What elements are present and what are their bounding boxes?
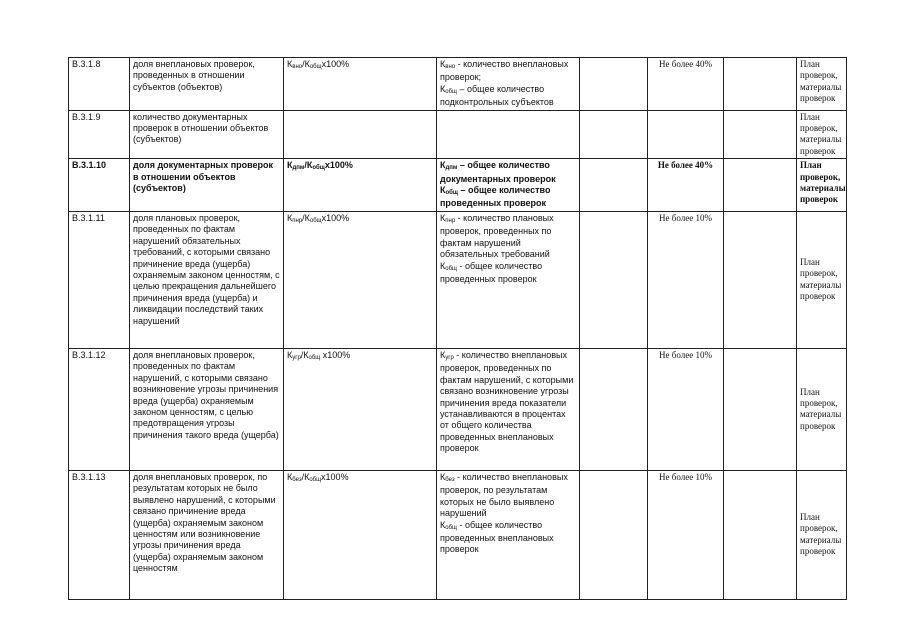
indicator-source: План проверок, материалы проверок [797, 211, 847, 348]
indicator-formula: Кдпм/Кобщх100% [284, 159, 437, 212]
empty-cell [724, 348, 797, 470]
indicator-definition: Кугр - количество внеплановых проверок, проведенных по фактам нарушений, с которыми связано возникновение угрозы причинения вреда показатели устанавливаются в процентах от общего количества проведенных внеплановых проверок [437, 348, 580, 470]
indicator-code: В.3.1.8 [69, 58, 130, 111]
indicator-source: План проверок, материалы проверок [797, 348, 847, 470]
indicator-code: В.3.1.9 [69, 110, 130, 159]
empty-cell [724, 110, 797, 159]
table-row [69, 211, 847, 348]
indicator-source: План проверок, материалы проверок [797, 110, 847, 159]
indicator-name: доля внеплановых проверок, проведенных по фактам нарушений, с которыми связано возникновение угрозы причинения вреда (ущерба) охраняемым законом ценностям, с целью предотвращения угрозы причинения такого вреда (ущерба) [130, 348, 284, 470]
indicator-code: В.3.1.12 [69, 348, 130, 470]
indicator-target [648, 110, 724, 159]
indicator-code: В.3.1.10 [69, 159, 130, 212]
indicator-formula: Кугр/Кобщ х100% [284, 348, 437, 470]
indicator-target: Не более 10% [648, 211, 724, 348]
empty-cell [580, 58, 648, 111]
indicator-name: доля внеплановых проверок, по результатам которых не было выявлено нарушений, с которыми связано причинение вреда (ущерба) охраняемым законом ценностям или возникновение угрозы причинения вреда (ущерба) охраняемым законом ценностям [130, 470, 284, 599]
indicators-table [68, 57, 847, 600]
indicator-formula [284, 110, 437, 159]
indicator-target: Не более 40% [648, 159, 724, 212]
indicator-formula: Кпнр/Кобщх100% [284, 211, 437, 348]
indicator-target: Не более 40% [648, 58, 724, 111]
table-row [69, 58, 847, 111]
indicator-name: доля внеплановых проверок, проведенных в отношении субъектов (объектов) [130, 58, 284, 111]
empty-cell [724, 470, 797, 599]
table-row [69, 348, 847, 470]
indicator-source: План проверок, материалы проверок [797, 159, 847, 212]
empty-cell [580, 211, 648, 348]
empty-cell [580, 348, 648, 470]
table-row [69, 110, 847, 159]
empty-cell [580, 110, 648, 159]
table-row [69, 470, 847, 599]
empty-cell [580, 159, 648, 212]
indicator-definition: Кбез - количество внеплановых проверок, по результатам которых не было выявлено нарушений Кобщ - общее количество проведенных внеплановых проверок [437, 470, 580, 599]
indicator-name: доля плановых проверок, проведенных по фактам нарушений обязательных требований, с которыми связано причинение вреда (ущерба) охраняемым законом ценностям, с целью прекращения дальнейшего причинения вреда (ущерба) и ликвидации последствий таких нарушений [130, 211, 284, 348]
empty-cell [580, 470, 648, 599]
empty-cell [724, 211, 797, 348]
indicator-definition: Кдпм – общее количество документарных проверок Кобщ – общее количество проведенных проверок [437, 159, 580, 212]
indicator-definition [437, 110, 580, 159]
indicator-source: План проверок, материалы проверок [797, 58, 847, 111]
indicator-target: Не более 10% [648, 348, 724, 470]
indicator-code: В.3.1.13 [69, 470, 130, 599]
empty-cell [724, 159, 797, 212]
table-row [69, 159, 847, 212]
empty-cell [724, 58, 797, 111]
indicator-target: Не более 10% [648, 470, 724, 599]
indicator-name: количество документарных проверок в отношении объектов (субъектов) [130, 110, 284, 159]
indicator-definition: Кпнр - количество плановых проверок, проведенных по фактам нарушений обязательных требований Кобщ - общее количество проведенных проверок [437, 211, 580, 348]
indicator-formula: Квно/Кобщх100% [284, 58, 437, 111]
indicator-definition: Квно - количество внеплановых проверок; Кобщ – общее количество подконтрольных субъектов [437, 58, 580, 111]
indicator-code: В.3.1.11 [69, 211, 130, 348]
indicator-formula: Кбез/Кобщх100% [284, 470, 437, 599]
indicator-source: План проверок, материалы проверок [797, 470, 847, 599]
indicator-name: доля документарных проверок в отношении объектов (субъектов) [130, 159, 284, 212]
